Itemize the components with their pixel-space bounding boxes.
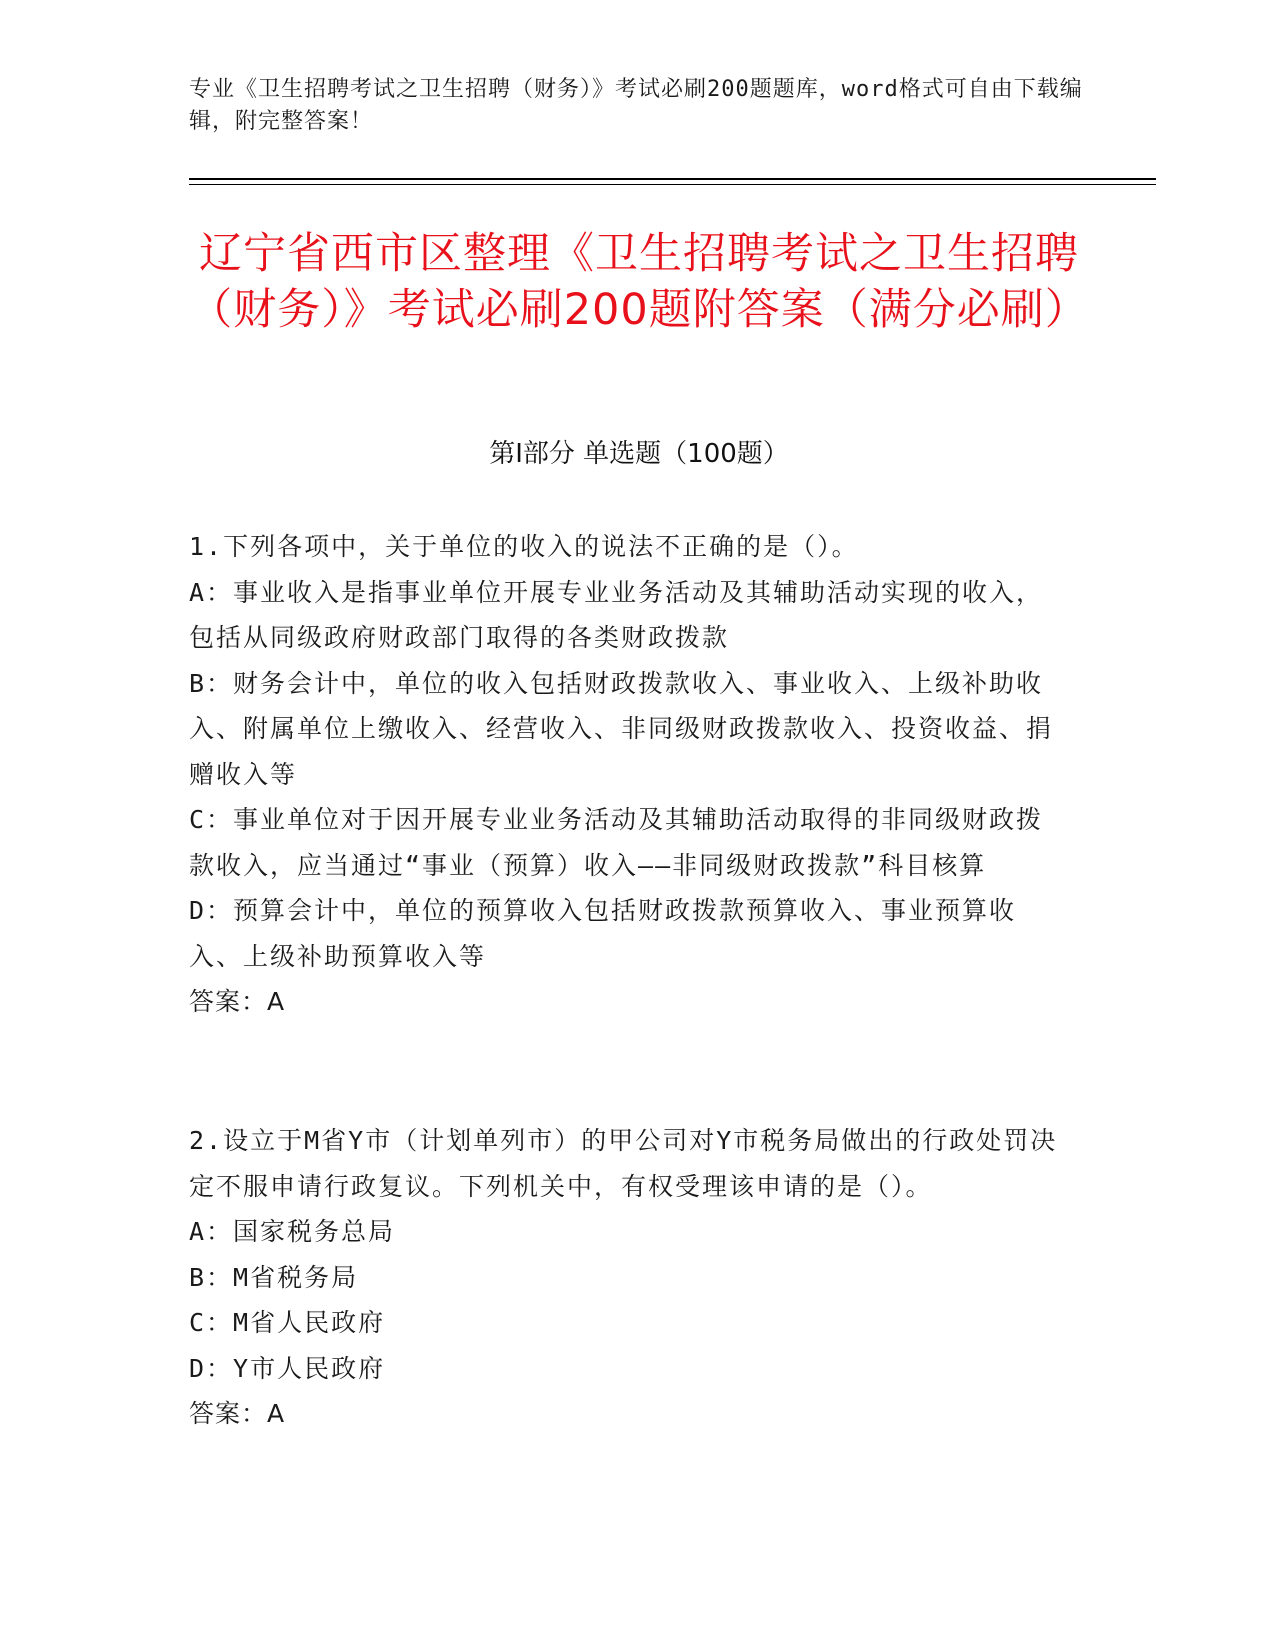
header-divider-thin [189, 184, 1156, 185]
option-c: C：M省人民政府 [189, 1308, 386, 1337]
option-c: C：事业单位对于因开展专业业务活动及其辅助活动取得的非同级财政拨款收入，应当通过“事业（预算）收入——非同级财政拨款”科目核算 [189, 805, 1044, 880]
option-d: D：预算会计中，单位的预算收入包括财政拨款预算收入、事业预算收入、上级补助预算收入等 [189, 896, 1017, 971]
option-a: A：事业收入是指事业单位开展专业业务活动及其辅助活动实现的收入，包括从同级政府财政部门取得的各类财政拨款 [189, 577, 1044, 652]
question-1 [189, 524, 1069, 1025]
header-note: 专业《卫生招聘考试之卫生招聘（财务）》考试必刷200题题库，word格式可自由下载编辑，附完整答案！ [189, 77, 1083, 134]
option-b: B：财务会计中，单位的收入包括财政拨款收入、事业收入、上级补助收入、附属单位上缴收入、经营收入、非同级财政拨款收入、投资收益、捐赠收入等 [189, 668, 1054, 789]
section-heading: 第Ⅰ部分 单选题（100题） [489, 439, 789, 469]
option-d: D：Y市人民政府 [189, 1353, 386, 1383]
document-title: 辽宁省西市区整理《卫生招聘考试之卫生招聘（财务）》考试必刷200题附答案（满分必刷） [189, 229, 1089, 335]
question-stem: 2.设立于M省Y市（计划单列市）的甲公司对Y市税务局做出的行政处罚决定不服申请行政复议。下列机关中，有权受理该申请的是（）。 [189, 1126, 1058, 1201]
option-a: A：国家税务总局 [189, 1217, 396, 1246]
option-b: B：M省税务局 [189, 1262, 359, 1292]
header-divider-thick [189, 178, 1156, 180]
answer: 答案：A [189, 1399, 286, 1428]
question-stem: 1.下列各项中，关于单位的收入的说法不正确的是（）。 [189, 532, 859, 561]
answer: 答案：A [189, 987, 286, 1016]
question-2 [189, 1118, 1069, 1437]
